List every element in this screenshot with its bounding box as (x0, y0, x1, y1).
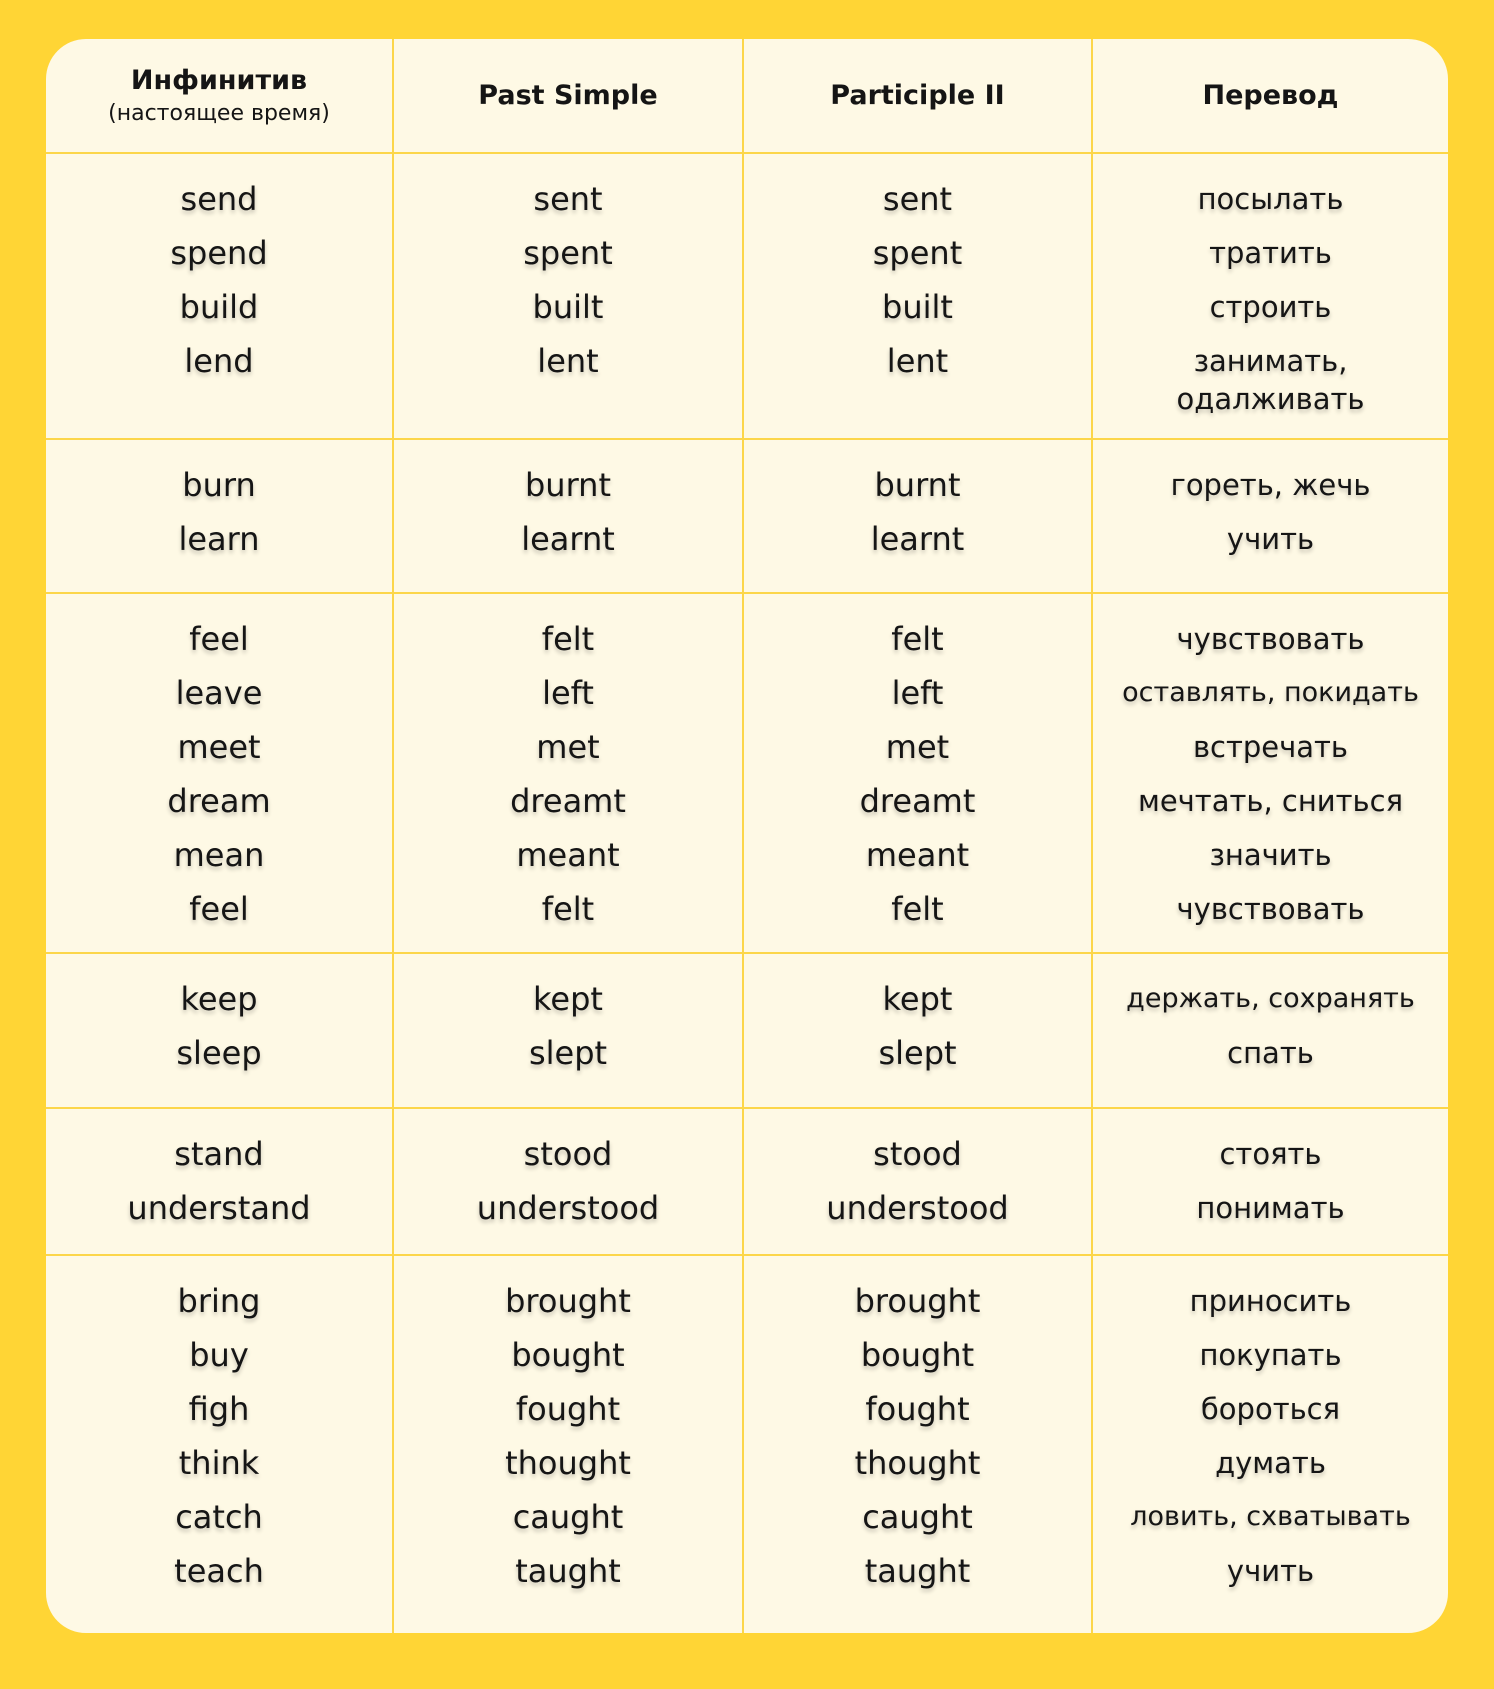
group-3-infinitive (46, 594, 394, 954)
translation-word: учить (1226, 1554, 1315, 1588)
past-word: stood (523, 1135, 613, 1173)
group-2-past (394, 440, 744, 594)
infinitive-word: bring (177, 1282, 261, 1320)
translation-word: покупать (1199, 1338, 1342, 1372)
past-word: meant (516, 836, 620, 874)
group-4-participle (744, 954, 1093, 1109)
participle-word: taught (864, 1552, 971, 1590)
irregular-verbs-table (46, 39, 1448, 1633)
group-5-infinitive (46, 1109, 394, 1256)
past-word: felt (541, 890, 595, 928)
infinitive-word: spend (170, 234, 268, 272)
participle-word: met (885, 728, 950, 766)
infinitive-word: dream (167, 782, 271, 820)
past-word: slept (528, 1034, 608, 1072)
group-6-past (394, 1256, 744, 1633)
past-word: dreamt (510, 782, 626, 820)
past-word: caught (512, 1498, 624, 1536)
participle-word: built (882, 288, 953, 326)
group-2-participle (744, 440, 1093, 594)
translation-word: посылать (1197, 182, 1344, 216)
participle-word: thought (854, 1444, 981, 1482)
infinitive-word: learn (178, 520, 260, 558)
infinitive-word: catch (175, 1498, 263, 1536)
past-word: left (542, 674, 594, 712)
past-word: understood (476, 1189, 660, 1227)
infinitive-word: mean (173, 836, 265, 874)
group-3-translation (1093, 594, 1448, 954)
participle-word: meant (865, 836, 970, 874)
past-word: built (532, 288, 604, 326)
group-6-translation (1093, 1256, 1448, 1633)
participle-word: left (891, 674, 944, 712)
header-participle (744, 39, 1093, 154)
header-infinitive-label: Инфинитив (130, 64, 308, 96)
past-word: brought (505, 1282, 631, 1320)
infinitive-word: leave (175, 674, 263, 712)
translation-word: строить (1209, 290, 1332, 324)
participle-word: burnt (874, 466, 961, 504)
group-1-participle (744, 154, 1093, 440)
group-3-past (394, 594, 744, 954)
past-word: thought (505, 1444, 631, 1482)
past-word: lent (537, 342, 599, 380)
infinitive-word: feel (189, 620, 249, 658)
participle-word: lent (886, 342, 949, 380)
infinitive-word: buy (189, 1336, 249, 1374)
translation-word: ловить, схватывать (1130, 1501, 1411, 1532)
participle-word: felt (891, 890, 944, 928)
participle-word: caught (862, 1498, 973, 1536)
participle-word: felt (891, 620, 944, 658)
translation-word: спать (1227, 1036, 1314, 1070)
past-word: spent (523, 234, 613, 272)
past-word: fought (515, 1390, 621, 1428)
translation-word: тратить (1209, 236, 1332, 270)
header-infinitive-note: (настоящее время) (108, 100, 330, 126)
translation-word: учить (1226, 522, 1315, 556)
infinitive-word: lend (184, 342, 254, 380)
translation-word: думать (1215, 1446, 1326, 1480)
participle-word: spent (872, 234, 963, 272)
header-past-simple (394, 39, 744, 154)
group-3-participle (744, 594, 1093, 954)
group-2-translation (1093, 440, 1448, 594)
header-past-simple-label: Past Simple (478, 79, 658, 111)
past-word: burnt (524, 466, 611, 504)
translation-word: стоять (1219, 1137, 1322, 1171)
translation-word: чувствовать (1176, 892, 1365, 926)
translation-word: мечтать, сниться (1137, 784, 1404, 818)
group-4-past (394, 954, 744, 1109)
participle-word: learnt (870, 520, 965, 558)
infinitive-word: teach (174, 1552, 264, 1590)
participle-word: kept (882, 980, 953, 1018)
participle-word: fought (865, 1390, 970, 1428)
infinitive-word: build (179, 288, 259, 326)
group-6-participle (744, 1256, 1093, 1633)
translation-word: понимать (1196, 1191, 1345, 1225)
translation-word: встречать (1192, 730, 1349, 764)
header-participle-label: Participle II (830, 79, 1005, 111)
group-5-translation (1093, 1109, 1448, 1256)
participle-word: bought (860, 1336, 975, 1374)
infinitive-word: keep (180, 980, 258, 1018)
header-translation-label: Перевод (1202, 79, 1339, 111)
infinitive-word: figh (188, 1390, 250, 1428)
group-2-infinitive (46, 440, 394, 594)
past-word: met (536, 728, 600, 766)
group-1-past (394, 154, 744, 440)
translation-word: приносить (1189, 1284, 1352, 1318)
infinitive-word: meet (177, 728, 261, 766)
header-translation (1093, 39, 1448, 154)
infinitive-word: feel (189, 890, 249, 928)
translation-word: чувствовать (1176, 622, 1365, 656)
translation-word: гореть, жечь (1170, 468, 1371, 502)
group-1-infinitive (46, 154, 394, 440)
infinitive-word: stand (174, 1135, 264, 1173)
infinitive-word: send (180, 180, 258, 218)
participle-word: stood (873, 1135, 962, 1173)
participle-word: dreamt (859, 782, 976, 820)
group-5-past (394, 1109, 744, 1256)
past-word: felt (541, 620, 595, 658)
translation-word: занимать, одалживать (1176, 344, 1365, 416)
participle-word: understood (826, 1189, 1009, 1227)
past-word: kept (533, 980, 603, 1018)
participle-word: sent (882, 180, 953, 218)
group-1-translation (1093, 154, 1448, 440)
header-infinitive (46, 39, 394, 154)
past-word: taught (515, 1552, 621, 1590)
infinitive-word: sleep (176, 1034, 262, 1072)
translation-word: оставлять, покидать (1122, 677, 1419, 708)
past-word: learnt (521, 520, 615, 558)
group-4-infinitive (46, 954, 394, 1109)
group-4-translation (1093, 954, 1448, 1109)
infinitive-word: think (178, 1444, 260, 1482)
group-6-infinitive (46, 1256, 394, 1633)
past-word: sent (533, 180, 603, 218)
participle-word: slept (878, 1034, 957, 1072)
translation-word: значить (1209, 838, 1332, 872)
past-word: bought (511, 1336, 625, 1374)
participle-word: brought (854, 1282, 981, 1320)
infinitive-word: understand (127, 1189, 311, 1227)
translation-word: бороться (1200, 1392, 1341, 1426)
verb-table-card (46, 39, 1448, 1633)
group-5-participle (744, 1109, 1093, 1256)
translation-word: держать, сохранять (1126, 983, 1415, 1014)
infinitive-word: burn (182, 466, 256, 504)
